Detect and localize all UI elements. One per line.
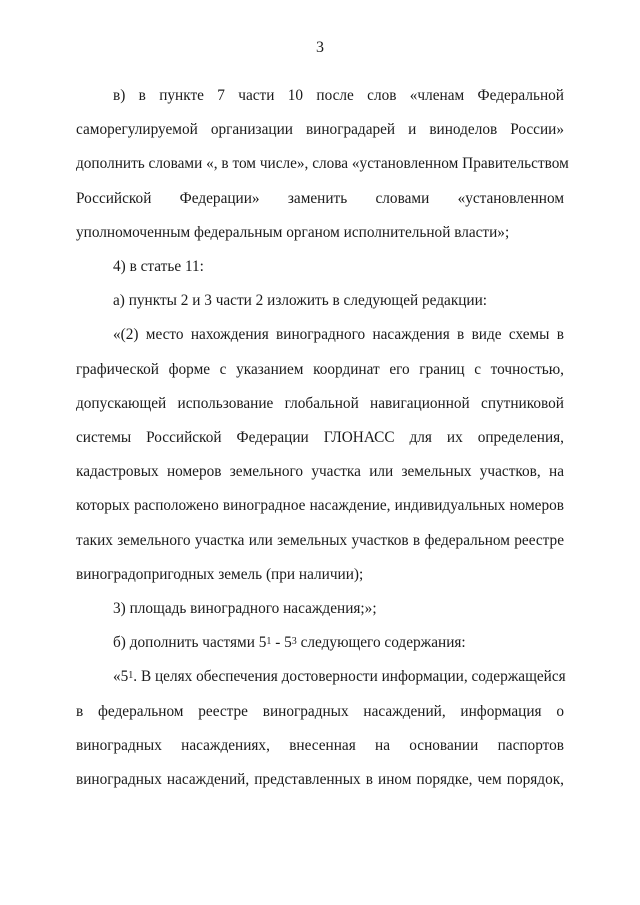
- text-line: Российской Федерации» заменить словами «установленном: [76, 189, 564, 207]
- text-line: кадастровых номеров земельного участка или земельных участков, на: [76, 463, 564, 481]
- text-line: саморегулируемой организации виноградарей и виноделов России»: [76, 121, 564, 139]
- text-line: которых расположено виноградное насаждение, индивидуальных номеров: [76, 497, 564, 515]
- text-line: допускающей использование глобальной навигационной спутниковой: [76, 394, 564, 412]
- line-c-sup: 1: [128, 669, 134, 681]
- text-line: в федеральном реестре виноградных насаждений, информация о: [76, 702, 564, 720]
- text-line: уполномоченным федеральным органом исполнительной власти»;: [76, 223, 510, 241]
- text-line: виноградных насаждений, представленных в ином порядке, чем порядок,: [76, 771, 564, 789]
- text-line: «(2) место нахождения виноградного насаждения в виде схемы в: [113, 326, 564, 344]
- line-b-sup1: 1: [266, 635, 272, 647]
- text-line: дополнить словами «, в том числе», слова «установленном Правительством: [76, 155, 569, 173]
- document-body: [76, 79, 569, 797]
- text-line-part-5-1: [76, 660, 564, 694]
- line-b-before: б) дополнить частями 5: [113, 634, 267, 652]
- text-line: графической форме с указанием координат его границ с точностью,: [76, 360, 564, 378]
- text-line: виноградопригодных земель (при наличии);: [76, 565, 364, 583]
- text-line: таких земельного участка или земельных участков в федеральном реестре: [76, 531, 564, 549]
- line-b-after: следующего содержания:: [296, 634, 466, 652]
- text-line: 3) площадь виноградного насаждения;»;: [113, 600, 377, 618]
- text-lines-tail: [76, 695, 564, 798]
- page-number: 3: [316, 39, 324, 56]
- line-b-middle: - 5: [271, 634, 292, 652]
- line-c-before: «5: [113, 668, 129, 686]
- line-b-sup2: 3: [291, 635, 297, 647]
- text-line-parts-b: [76, 626, 564, 660]
- text-line: а) пункты 2 и 3 части 2 изложить в следующей редакции:: [113, 292, 488, 310]
- text-line: виноградных насаждениях, внесенная на основании паспортов: [76, 736, 564, 754]
- text-line: 4) в статье 11:: [113, 258, 204, 276]
- line-c-after: . В целях обеспечения достоверности информации, содержащейся: [133, 668, 566, 686]
- text-line: системы Российской Федерации ГЛОНАСС для их определения,: [76, 429, 564, 447]
- text-lines: [76, 79, 569, 626]
- text-line: в) в пункте 7 части 10 после слов «членам Федеральной: [113, 87, 564, 104]
